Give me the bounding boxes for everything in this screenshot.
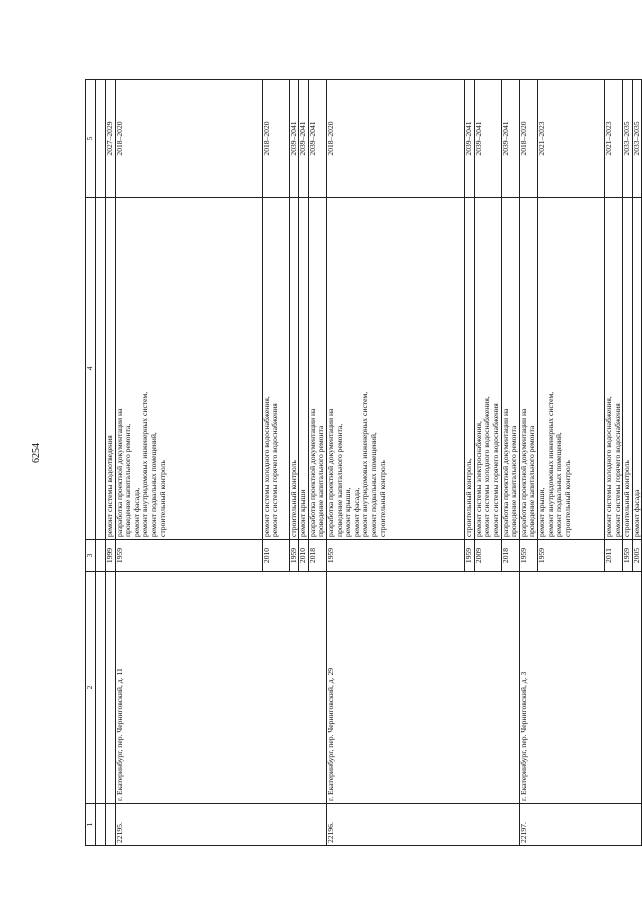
- header-cell: 3: [86, 540, 96, 572]
- repair-schedule-table: [85, 79, 642, 846]
- row-number-cell: 22195.: [115, 804, 326, 846]
- works-cell: [501, 198, 519, 540]
- table-row: [519, 80, 537, 846]
- header-cell: 4: [86, 198, 96, 540]
- spacer-cell: [96, 80, 106, 198]
- page-number: 6254: [31, 443, 42, 463]
- period-cell: 2021–2023: [537, 80, 604, 198]
- works-cell: [519, 198, 537, 540]
- year-cell: 1959: [289, 540, 299, 572]
- rotated-table-container: [85, 80, 641, 846]
- work-item: строительный контроль,: [463, 458, 473, 537]
- works-cell: [474, 198, 501, 540]
- address-cell: г. Екатеринбург, пер. Черниговский, д. 3: [519, 572, 642, 804]
- spacer-row: [96, 80, 106, 846]
- address-cell: г. Екатеринбург, пер. Черниговский, д. 29: [326, 572, 519, 804]
- work-item: ремонт системы горячего водоснабжения: [490, 403, 500, 537]
- period-cell: 2039–2041: [474, 80, 501, 198]
- work-item: проведение капитального ремонта: [316, 425, 326, 537]
- year-cell: 2009: [474, 540, 501, 572]
- work-item: ремонт внутридомовых инженерных систем,: [140, 391, 150, 537]
- work-item: разработка проектной документации на: [518, 408, 528, 537]
- work-item: строительный контроль: [288, 460, 298, 537]
- work-item: ремонт системы холодного водоснабжения,: [261, 396, 271, 537]
- work-item: строительный контроль: [622, 460, 632, 537]
- work-item: ремонт фасада,: [351, 487, 361, 537]
- work-item: разработка проектной документации на: [500, 408, 510, 537]
- spacer-cell: [96, 198, 106, 540]
- table-row: [106, 80, 116, 846]
- row-number-cell: 22196.: [326, 804, 519, 846]
- works-cell: [299, 198, 309, 540]
- work-item: ремонт подвальных помещений,: [368, 432, 378, 537]
- work-item: ремонт системы горячего водоснабжения: [612, 403, 622, 537]
- table-row: [326, 80, 464, 846]
- year-cell: 2018: [308, 540, 326, 572]
- work-item: ремонт фасада: [631, 489, 641, 537]
- row-number-cell: [106, 804, 116, 846]
- year-cell: 1959: [623, 540, 633, 572]
- period-cell: 2021–2023: [604, 80, 622, 198]
- spacer-cell: [96, 540, 106, 572]
- work-item: ремонт системы электроснабжения,: [473, 421, 483, 537]
- work-item: ремонт системы холодного водоснабжения,: [482, 396, 492, 537]
- header-cell: 2: [86, 572, 96, 804]
- year-cell: 1959: [519, 540, 537, 572]
- address-cell: г. Екатеринбург, пер. Черниговский, д. 11: [115, 572, 326, 804]
- spacer-cell: [96, 804, 106, 846]
- header-row: [86, 80, 96, 846]
- period-cell: 2033–2035: [623, 80, 633, 198]
- work-item: строительный контроль: [157, 460, 167, 537]
- works-cell: [262, 198, 289, 540]
- work-item: ремонт крыши,: [536, 487, 546, 537]
- work-item: ремонт крыши: [298, 489, 308, 537]
- period-cell: 2039–2041: [308, 80, 326, 198]
- period-cell: 2039–2041: [299, 80, 309, 198]
- work-item: проведение капитального ремонта,: [123, 423, 133, 537]
- year-cell: 2010: [299, 540, 309, 572]
- year-cell: 2011: [604, 540, 622, 572]
- work-item: проведение капитального ремонта,: [334, 423, 344, 537]
- works-cell: [623, 198, 633, 540]
- work-item: ремонт системы водоотведения: [105, 435, 114, 537]
- works-cell: [308, 198, 326, 540]
- year-cell: 2005: [632, 540, 642, 572]
- works-cell: [604, 198, 622, 540]
- year-cell: 1959: [326, 540, 464, 572]
- period-cell: 2018–2020: [115, 80, 262, 198]
- table-row: [115, 80, 262, 846]
- works-cell: [537, 198, 604, 540]
- period-cell: 2027–2029: [106, 80, 116, 198]
- year-cell: 1999: [106, 540, 116, 572]
- work-item: ремонт фасада,: [131, 487, 141, 537]
- year-cell: 1959: [115, 540, 262, 572]
- work-item: ремонт внутридомовых инженерных систем,: [545, 391, 555, 537]
- spacer-cell: [96, 572, 106, 804]
- address-cell: [106, 572, 116, 804]
- header-cell: 5: [86, 80, 96, 198]
- work-item: строительный контроль: [562, 460, 572, 537]
- row-number-cell: 22197.: [519, 804, 642, 846]
- period-cell: 2039–2041: [289, 80, 299, 198]
- header-cell: 1: [86, 804, 96, 846]
- work-item: ремонт крыши,: [343, 487, 353, 537]
- work-item: проведение капитального ремонта: [527, 425, 537, 537]
- work-item: разработка проектной документации на: [114, 408, 124, 537]
- period-cell: 2018–2020: [519, 80, 537, 198]
- work-item: проведение капитального ремонта: [509, 425, 519, 537]
- works-cell: [632, 198, 642, 540]
- year-cell: 1959: [537, 540, 604, 572]
- period-cell: 2039–2041: [464, 80, 474, 198]
- works-cell: [106, 198, 116, 540]
- works-cell: [464, 198, 474, 540]
- period-cell: 2033–2035: [632, 80, 642, 198]
- year-cell: 2018: [501, 540, 519, 572]
- work-item: ремонт подвальных помещений,: [554, 432, 564, 537]
- period-cell: 2018–2020: [326, 80, 464, 198]
- work-item: строительный контроль: [377, 460, 387, 537]
- work-item: ремонт подвальных помещений,: [148, 432, 158, 537]
- period-cell: 2039–2041: [501, 80, 519, 198]
- year-cell: 1959: [464, 540, 474, 572]
- work-item: разработка проектной документации на: [325, 408, 335, 537]
- work-item: ремонт системы горячего водоснабжения: [270, 403, 280, 537]
- year-cell: 2010: [262, 540, 289, 572]
- work-item: ремонт внутридомовых инженерных систем,: [360, 391, 370, 537]
- period-cell: 2018–2020: [262, 80, 289, 198]
- work-item: разработка проектной документации на: [307, 408, 317, 537]
- works-cell: [289, 198, 299, 540]
- works-cell: [115, 198, 262, 540]
- work-item: ремонт системы холодного водоснабжения,: [603, 396, 613, 537]
- works-cell: [326, 198, 464, 540]
